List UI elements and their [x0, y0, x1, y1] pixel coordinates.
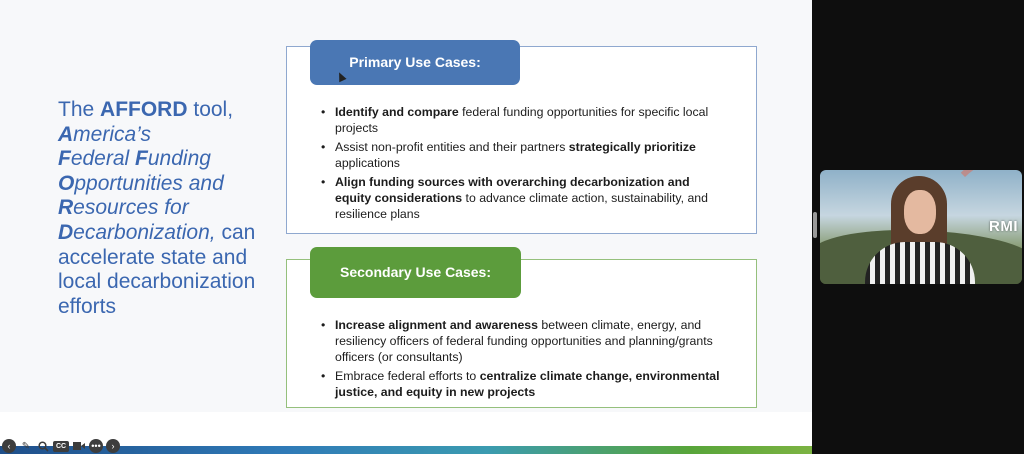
presentation-toolbar [0, 438, 120, 454]
acronym-word: ecarbonization, [73, 220, 216, 244]
rmi-logo: RMI [989, 218, 1018, 235]
bullet-text: federal funding opportunities for specific local projects [335, 105, 709, 135]
bullet-bold-text: strategically prioritize [568, 140, 696, 154]
bullet-bold-text: Increase alignment and awareness [335, 318, 538, 332]
video-camera-icon[interactable] [72, 439, 86, 453]
headline-afford: AFFORD [100, 98, 188, 121]
bullet-text: to advance climate action, sustainability, and resilience plans [335, 191, 708, 221]
list-item [321, 368, 726, 400]
acronym-letter: F [135, 147, 148, 171]
slide-headline [58, 98, 273, 319]
headline-text: The [58, 98, 101, 121]
slide-gradient-bar [0, 446, 812, 454]
search-icon[interactable] [36, 439, 50, 453]
acronym-letter: R [58, 196, 74, 220]
list-item [321, 317, 726, 365]
acronym-word: ederal [70, 147, 136, 171]
headline-text: tool, [187, 98, 234, 121]
pen-icon[interactable]: ✎ [21, 440, 31, 452]
secondary-use-cases-list [321, 317, 726, 403]
acronym-letter: O [58, 171, 75, 195]
back-arrow-icon[interactable]: ‹ [2, 439, 16, 453]
bullet-text: applications [335, 156, 400, 170]
more-options-icon[interactable]: ••• [89, 439, 103, 453]
acronym-letter: F [58, 147, 71, 171]
list-item [321, 174, 726, 222]
acronym-word: merica’s [73, 122, 151, 146]
acronym-letter: A [58, 122, 74, 146]
acronym-letter: D [58, 220, 74, 244]
bullet-bold-text: Align funding sources with overarching decarbonization and equity considerations [335, 175, 690, 205]
headline-text: can accelerate state and local decarbonization efforts [58, 220, 256, 318]
list-item [321, 139, 726, 171]
speaker-face [904, 190, 936, 234]
acronym-word: pportunities and [74, 171, 224, 195]
bullet-text: Embrace federal efforts to [335, 369, 480, 383]
forward-arrow-icon[interactable]: › [106, 439, 120, 453]
secondary-use-cases-title: Secondary Use Cases: [310, 247, 521, 298]
bullet-bold-text: Identify and compare [335, 105, 459, 119]
closed-captions-icon[interactable]: CC [53, 441, 69, 452]
bullet-bold-text: centralize climate change, environmental justice, and equity in new projects [335, 369, 720, 399]
speaker-video-tile[interactable] [820, 170, 1022, 284]
list-item [321, 104, 726, 136]
bullet-text: between climate, energy, and resiliency officers of federal funding opportunities and planning/grants officers (or consultants) [335, 318, 713, 364]
primary-use-cases-title: Primary Use Cases: [310, 40, 520, 85]
acronym-word: unding [147, 147, 211, 171]
acronym-word: esources for [73, 196, 189, 220]
primary-use-cases-list [321, 104, 726, 225]
bullet-text: Assist non-profit entities and their partners [335, 140, 569, 154]
headline-acronym [58, 123, 224, 244]
panel-resize-handle[interactable] [813, 212, 817, 238]
